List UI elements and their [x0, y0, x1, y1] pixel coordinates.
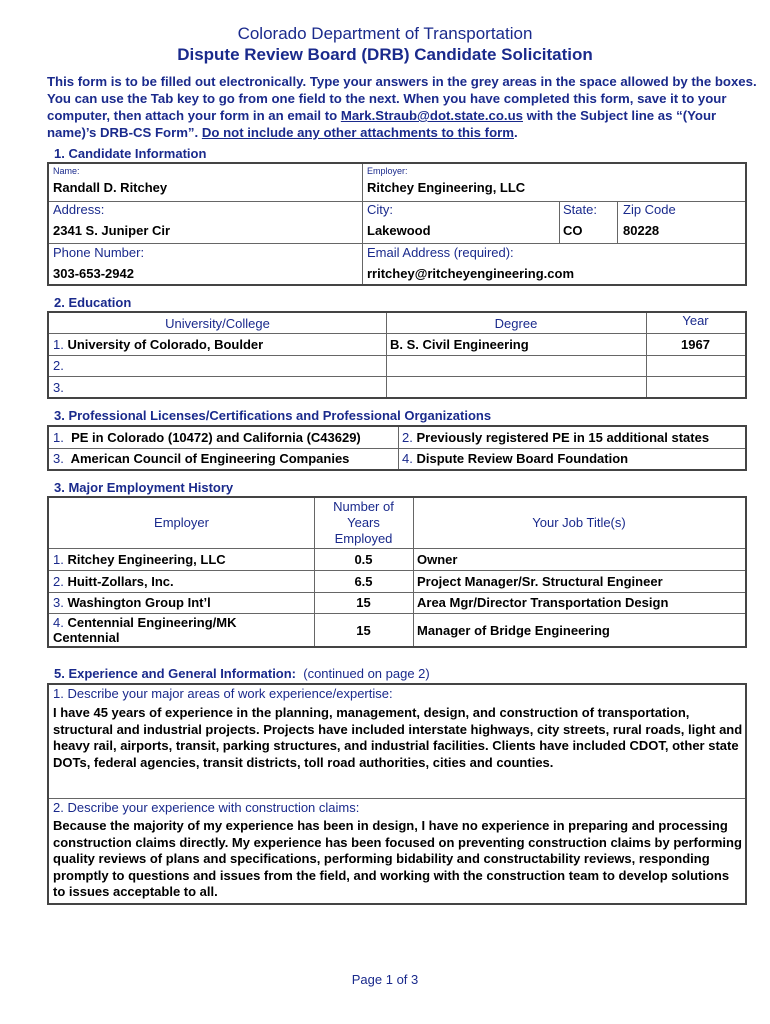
experience-box: [47, 683, 747, 905]
employer-cell[interactable]: 2. Huitt-Zollars, Inc.: [53, 574, 174, 589]
section-licenses-title: 3. Professional Licenses/Certifications and Professional Organizations: [54, 408, 492, 423]
state-field[interactable]: CO: [563, 223, 583, 238]
employer-cell[interactable]: 1. Ritchey Engineering, LLC: [53, 552, 226, 567]
col-degree: Degree: [494, 316, 538, 331]
address-label: Address:: [53, 202, 105, 217]
zip-label: Zip Code: [623, 202, 676, 217]
page-number: Page 1 of 3: [351, 972, 419, 987]
col-years-1: Number of: [333, 499, 394, 514]
license-item[interactable]: 4. Dispute Review Board Foundation: [402, 451, 629, 466]
zip-field[interactable]: 80228: [623, 223, 660, 238]
address-field[interactable]: 2341 S. Juniper Cir: [53, 223, 171, 238]
question-1: 1. Describe your major areas of work experience/expertise:: [53, 686, 393, 701]
license-item[interactable]: 2. Previously registered PE in 15 additional states: [402, 430, 710, 445]
year-field[interactable]: 1967: [681, 337, 710, 352]
education-row-3-num[interactable]: 3.: [53, 380, 64, 395]
name-label: Name:: [53, 166, 80, 176]
job-title-cell[interactable]: Owner: [417, 552, 458, 567]
col-years-2: Years: [347, 515, 380, 530]
instructions-text: This form is to be filled out electronically. Type your answers in the grey areas in the space allowed by the boxes. You can use the Tab key to go from one field to the next. When you have completed this form, save it to your computer, then attach your form in an email to: [47, 74, 757, 123]
job-title-cell[interactable]: Project Manager/Sr. Structural Engineer: [417, 574, 663, 589]
licenses-table: [47, 425, 747, 471]
state-label: State:: [563, 202, 597, 217]
attachment-warning: Do not include any other attachments to this form: [201, 125, 514, 140]
section-experience-title: 5. Experience and General Information: (continued on page 2): [54, 666, 430, 681]
col-year: Year: [682, 313, 709, 328]
col-years-3: Employed: [334, 531, 393, 546]
section-education-title: 2. Education: [54, 295, 132, 310]
license-item[interactable]: 1. PE in Colorado (10472) and California (C43629): [53, 430, 361, 445]
employer-cell[interactable]: 4. Centennial Engineering/MK Centennial: [53, 615, 237, 645]
form-title: Dispute Review Board (DRB) Candidate Solicitation: [177, 45, 593, 64]
education-row[interactable]: 1. University of Colorado, Boulder: [53, 337, 264, 352]
continued-note: (continued on page 2): [303, 666, 430, 681]
col-employer: Employer: [154, 515, 209, 530]
answer-2[interactable]: Because the majority of my experience has been in design, I have no experience in preparing and processing construction claims directly. My experience has been focused on preventing construction claims by performing quality reviews of plans and specifications, performing bidability and constructability reviews, responding promptly to questions and issues from the field, and working with the construction team to develop solutions to issues acceptable to all.: [53, 818, 742, 899]
education-row-2-num[interactable]: 2.: [53, 358, 64, 373]
city-field[interactable]: Lakewood: [367, 223, 431, 238]
years-cell[interactable]: 0.5: [354, 552, 373, 567]
degree-field[interactable]: B. S. Civil Engineering: [390, 337, 529, 352]
col-job-title: Your Job Title(s): [532, 515, 626, 530]
phone-field[interactable]: 303-653-2942: [53, 266, 134, 281]
employer-field[interactable]: Ritchey Engineering, LLC: [367, 180, 526, 195]
license-item[interactable]: 3. American Council of Engineering Companies: [53, 451, 350, 466]
contact-email-link[interactable]: Mark.Straub@dot.state.co.us: [340, 108, 523, 123]
section-employment-title: 3. Major Employment History: [54, 480, 234, 495]
years-cell[interactable]: 15: [356, 595, 371, 610]
job-title-cell[interactable]: Manager of Bridge Engineering: [417, 623, 610, 638]
job-title-cell[interactable]: Area Mgr/Director Transportation Design: [417, 595, 669, 610]
email-label: Email Address (required):: [367, 245, 514, 260]
phone-label: Phone Number:: [53, 245, 145, 260]
email-field[interactable]: rritchey@ritcheyengineering.com: [367, 266, 575, 281]
candidate-info-box: [47, 162, 747, 286]
employment-table: [47, 496, 747, 648]
city-label: City:: [367, 202, 393, 217]
agency-name: Colorado Department of Transportation: [237, 24, 533, 43]
question-2: 2. Describe your experience with construction claims:: [53, 800, 360, 815]
employer-cell[interactable]: 3. Washington Group Int’l: [53, 595, 211, 610]
years-cell[interactable]: 6.5: [354, 574, 373, 589]
instructions: This form is to be filled out electronically. Type your answers in the grey areas in the space allowed by the boxes. You can use the Tab key to go from one field to the next. When you have completed this form, save it to your computer, then attach your form in an email to Mark.Straub@dot.state.co.us with the Subject line as “(Your name)’s DRB-CS Form”. Do not include any other attachments to this form.: [47, 74, 757, 140]
answer-1[interactable]: I have 45 years of experience in the planning, management, design, and construction of transportation, structural and industrial projects. Projects have included interstate highways, city streets, rural roads, light and heavy rail, airports, transit, parking structures, and industrial facilities. Clients have included CDOT, other state DOTs, federal agencies, transit districts, toll road authorities, cities and counties.: [53, 705, 743, 770]
employer-label: Employer:: [367, 166, 408, 176]
instructions-subject: with the Subject line as “(Your name)’s DRB-CS Form”.: [47, 108, 717, 140]
col-university: University/College: [165, 316, 270, 331]
name-field[interactable]: Randall D. Ritchey: [53, 180, 168, 195]
education-table: [47, 311, 747, 399]
years-cell[interactable]: 15: [356, 623, 371, 638]
section-candidate-title: 1. Candidate Information: [54, 146, 207, 161]
